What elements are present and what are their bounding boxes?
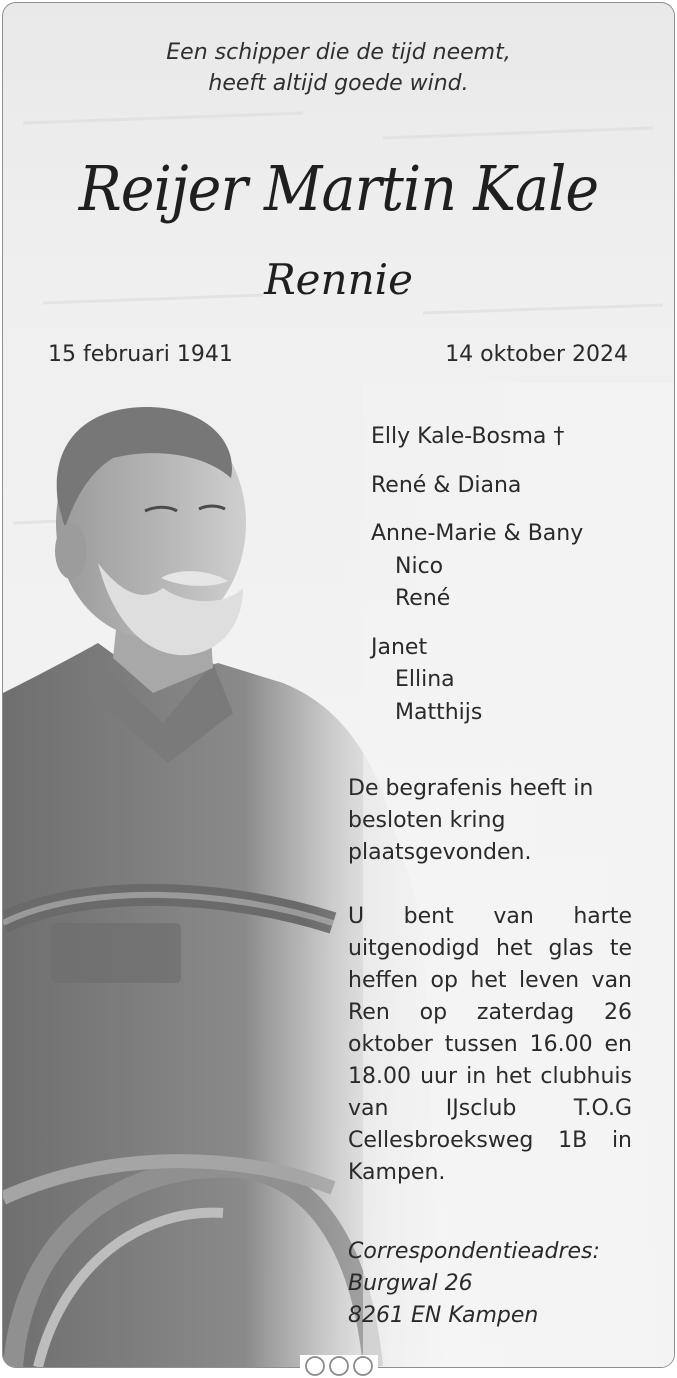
death-date: 14 oktober 2024 bbox=[445, 342, 628, 367]
motto bbox=[3, 37, 674, 99]
correspondence-street: Burgwal 26 bbox=[348, 1271, 473, 1296]
family-group bbox=[371, 518, 661, 616]
motto-line-1: Een schipper die de tijd neemt, bbox=[166, 40, 511, 65]
family-group bbox=[371, 421, 661, 454]
deceased-nickname: Rennie bbox=[264, 255, 413, 304]
three-rings-icon bbox=[300, 1355, 378, 1377]
family-member: René & Diana bbox=[371, 472, 522, 498]
birth-date: 15 februari 1941 bbox=[48, 342, 233, 367]
grandchild: Ellina bbox=[395, 667, 455, 692]
motto-line-2: heeft altijd goede wind. bbox=[208, 71, 469, 96]
family-member: Janet bbox=[371, 634, 428, 660]
correspondence-city: 8261 EN Kampen bbox=[348, 1303, 539, 1328]
family-group bbox=[371, 470, 661, 503]
family-group bbox=[371, 632, 661, 730]
grandchild: Nico bbox=[395, 553, 444, 579]
invitation-notice: U bent van harte uitgenodigd het glas te heffen op het leven van Ren op zaterdag 26 oktober tussen 16.00 en 18.00 uur in het clubhuis van IJsclub T.O.G Cellesbroeksweg 1B in Kampen. bbox=[348, 904, 632, 1185]
funeral-notice: De begrafenis heeft in besloten kring plaatsgevonden. bbox=[348, 776, 594, 865]
family-member: Elly Kale-Bosma † bbox=[371, 424, 565, 449]
grandchild: René bbox=[395, 586, 451, 611]
family-member: Anne-Marie & Bany bbox=[371, 521, 584, 546]
obituary-card bbox=[2, 2, 675, 1368]
correspondence-label: Correspondentieadres: bbox=[348, 1239, 600, 1264]
family-list bbox=[371, 421, 661, 745]
grandchild: Matthijs bbox=[395, 699, 483, 725]
deceased-name: Reijer Martin Kale bbox=[78, 152, 599, 225]
correspondence-address bbox=[348, 1236, 638, 1332]
